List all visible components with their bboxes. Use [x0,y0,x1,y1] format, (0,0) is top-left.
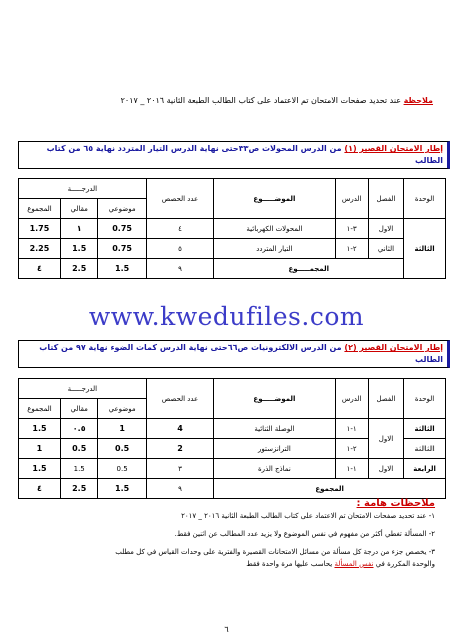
exam2-sum-count: ٩ [146,479,214,499]
exam2-r3-total: 1.5 [19,459,61,479]
exam1-r2-topic: التيار المتردد [214,239,335,259]
note-item-2: ٢- المسألة تغطي أكثر من مفهوم في نفس الموضوع ولا يزيد عدد المطالب عن اثنين فقط. [174,530,435,538]
exam2-r3-count: ٣ [146,459,214,479]
table-row [19,219,446,239]
exam2-table [18,378,446,499]
exam2-r1-chapter: الاول [368,419,403,459]
exam1-h-topic: الموضـــــوع [214,179,335,219]
exam1-r2-lesson: ٢-١ [335,239,368,259]
exam1-r1-count: ٤ [146,219,214,239]
top-note [13,96,433,105]
notes-title: ملاحظات هامة : [356,498,435,509]
exam2-r2-count: 2 [146,439,214,459]
exam1-r1-topic: المحولات الكهربائية [214,219,335,239]
exam2-r1-topic: الوصلة الثنائية [214,419,335,439]
table-row [19,239,446,259]
exam2-h-topic: الموضـــــوع [214,379,335,419]
exam1-unit: الثالثة [404,219,446,279]
exam1-sum-total: ٤ [19,259,61,279]
exam2-title-red: إطار الامتحان القصير (٢) [344,343,443,352]
exam2-r1-essay: ٠.٥ [60,419,98,439]
exam1-h-count: عدد الحصص [146,179,214,219]
exam1-h-lesson: الدرس [335,179,368,219]
exam1-r2-total: 2.25 [19,239,61,259]
exam1-h-unit: الوحدة [404,179,446,219]
exam1-r2-chapter: الثاني [368,239,403,259]
exam2-h-lesson: الدرس [335,379,368,419]
exam2-r3-essay: 1.5 [60,459,98,479]
exam2-r3-objective: 0.5 [98,459,146,479]
exam1-sum-label: المجمـــــوع [214,259,404,279]
exam2-r2-topic: الترانزستور [214,439,335,459]
exam2-sum-objective: 1.5 [98,479,146,499]
exam1-h-essay: مقالي [60,199,98,219]
exam1-title [18,141,450,169]
exam2-sum-total: ٤ [19,479,61,499]
exam2-title [18,340,450,368]
exam1-r1-chapter: الاول [368,219,403,239]
exam1-h-chapter: الفصل [368,179,403,219]
exam1-h-grade: الدرجـــــة [19,179,147,199]
exam2-r1-total: 1.5 [19,419,61,439]
exam2-sum-essay: 2.5 [60,479,98,499]
exam1-r2-objective: 0.75 [98,239,146,259]
note-item-3c: يحاسب عليها مرة واحدة فقط [246,560,335,568]
table-row-sum [19,259,446,279]
exam2-sum-label: المجموع [214,479,446,499]
exam1-title-rest: من الدرس المحولات ص٣٣حتى نهاية الدرس التيار المتردد نهاية ٦٥ من كتاب الطالب [46,144,443,165]
exam2-r3-chapter: الاول [368,459,403,479]
exam1-h-total: المجموع [19,199,61,219]
exam1-r1-total: 1.75 [19,219,61,239]
exam2-r1-lesson: ١-١ [335,419,368,439]
exam1-h-objective: موضوعي [98,199,146,219]
page-number: ٦ [224,625,229,634]
exam2-r1-count: 4 [146,419,214,439]
exam2-r1-unit: الثالثة [404,419,446,439]
exam2-h-grade: الدرجـــــة [19,379,147,399]
exam2-r3-lesson: ١-١ [335,459,368,479]
exam1-sum-essay: 2.5 [60,259,98,279]
exam1-sum-objective: 1.5 [98,259,146,279]
note-item-3a: ٣- يخصص جزء من درجة كل مسألة من مسائل الامتحانات القصيرة والفترية على وحدات القياس في كل مطلب [115,548,435,556]
exam2-r3-topic: نماذج الذرة [214,459,335,479]
exam1-r2-count: ٥ [146,239,214,259]
exam2-h-count: عدد الحصص [146,379,214,419]
table-row-sum [19,479,446,499]
exam2-h-chapter: الفصل [368,379,403,419]
exam2-h-unit: الوحدة [404,379,446,419]
note-text: عند تحديد صفحات الامتحان تم الاعتماد على كتاب الطالب الطبعة الثانية ٢٠١٦ _ ٢٠١٧ [120,96,404,105]
exam2-r2-essay: 0.5 [60,439,98,459]
note-item-3b: والوحدة المكررة في [373,560,435,568]
exam2-r2-objective: 0.5 [98,439,146,459]
exam1-sum-count: ٩ [146,259,214,279]
exam2-r2-unit: الثالثة [404,439,446,459]
exam2-h-objective: موضوعي [98,399,146,419]
table-row [19,419,446,439]
table-row [19,459,446,479]
exam2-r1-objective: 1 [98,419,146,439]
exam2-h-total: المجموع [19,399,61,419]
exam2-r2-lesson: ٢-١ [335,439,368,459]
exam2-title-rest: من الدرس الالكترونيات ص٦٦حتى نهاية الدرس كمات الضوء نهاية ٩٧ من كتاب الطالب [39,343,443,364]
exam1-r1-lesson: ٣-١ [335,219,368,239]
note-item-3-red: نفس المسألة [334,560,374,568]
note-item-3b-line [15,558,435,570]
exam1-r2-essay: 1.5 [60,239,98,259]
notes-section [15,498,435,570]
exam1-title-red: إطار الامتحان القصير (١) [344,144,443,153]
exam2-r3-unit: الرابعة [404,459,446,479]
exam1-r1-essay: ١ [60,219,98,239]
exam2-h-essay: مقالي [60,399,98,419]
note-label: ملاحظة [403,96,433,105]
note-item-1: ١- عند تحديد صفحات الامتحان تم الاعتماد على كتاب الطالب الطبعة الثانية ٢٠١٦ _ ٢٠١٧ [181,512,435,520]
exam1-table [18,178,446,279]
exam2-r2-total: 1 [19,439,61,459]
exam1-r1-objective: 0.75 [98,219,146,239]
watermark: www.kwedufiles.com [88,302,365,331]
